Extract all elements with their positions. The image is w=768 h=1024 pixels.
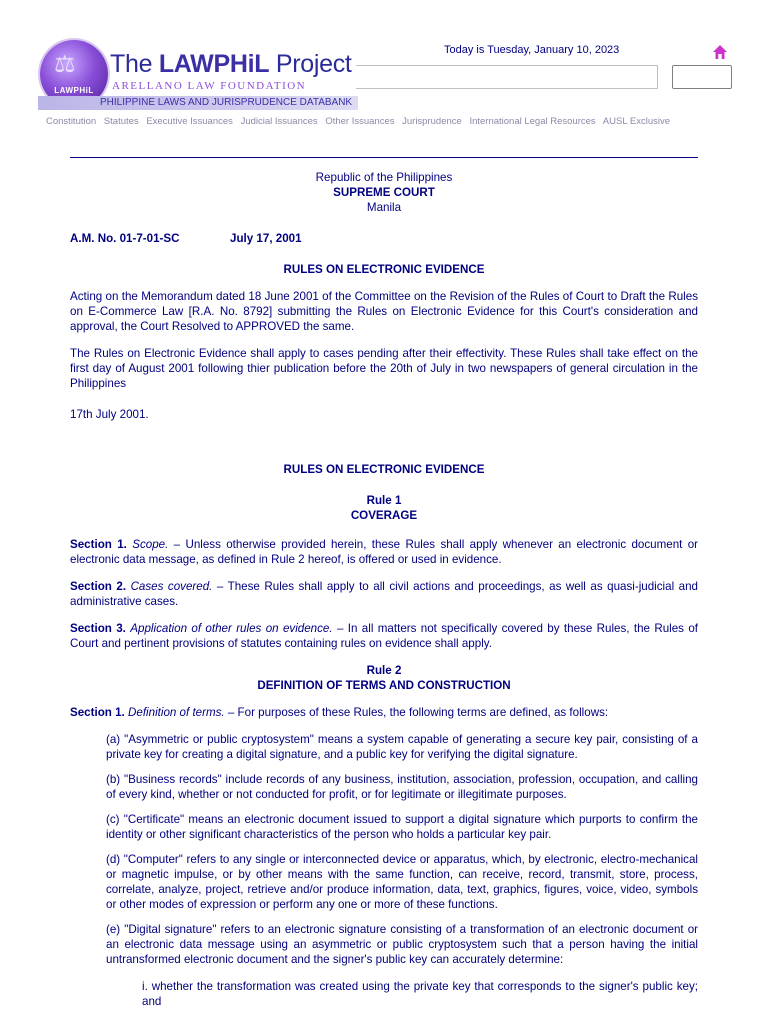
nav-jurisprudence[interactable]: Jurisprudence [402, 116, 462, 127]
definition-c: (c) "Certificate" means an electronic document issued to support a digital signature which purports to confirm the identity or other significant characteristics of the person who holds a particular key pair. [106, 813, 698, 841]
section-heading: Definition of terms. [128, 706, 225, 719]
nav-constitution[interactable]: Constitution [46, 116, 97, 127]
databank-label: PHILIPPINE LAWS AND JURISPRUDENCE DATABANK [100, 97, 353, 108]
rule-2-title: DEFINITION OF TERMS AND CONSTRUCTION [257, 679, 511, 692]
court-city: Manila [366, 201, 402, 214]
effectivity-paragraph: The Rules on Electronic Evidence shall apply to cases pending after their effectivity. These Rules shall take effect on the first day of August 2001 following thier publication before the 20th of July in two newspapers of general circulation in the Philippines [70, 347, 698, 390]
section-text: – For purposes of these Rules, the following terms are defined, as follows: [224, 706, 609, 719]
title-strong: LAWPHiL [158, 50, 270, 78]
rule-1-section-1 [70, 537, 698, 567]
section-heading: Application of other rules on evidence. [130, 622, 333, 635]
am-number: A.M. No. 01-7-01-SC [70, 232, 180, 245]
section-text: – Unless otherwise provided herein, these Rules shall apply whenever an electronic document or electronic data message, as defined in Rule 2 hereof, is offered or used in evidence. [70, 538, 699, 566]
section-label: Section 1. [70, 538, 127, 551]
site-header [0, 0, 768, 140]
definition-b: (b) "Business records" include records of any business, institution, association, profession, occupation, and calling of every kind, whether or not conducted for profit, or for legitimate or illegitimate purposes. [106, 773, 698, 801]
nav-executive-issuances[interactable]: Executive Issuances [146, 116, 233, 127]
rule-2-section-1 [70, 705, 698, 720]
logo-text: LAWPHiL [54, 86, 94, 95]
section-label: Section 1. [70, 706, 125, 719]
main-nav [46, 116, 675, 127]
rule-1-title: COVERAGE [350, 509, 418, 522]
section-heading: Scope. [132, 538, 169, 551]
nav-judicial-issuances[interactable]: Judicial Issuances [240, 116, 318, 127]
nav-statutes[interactable]: Statutes [103, 116, 139, 127]
rule-2-number: Rule 2 [366, 664, 402, 677]
nav-other-issuances[interactable]: Other Issuances [325, 116, 395, 127]
today-date: Today is Tuesday, January 10, 2023 [444, 44, 620, 56]
title-suffix: Project [269, 50, 352, 78]
scales-of-justice-icon: ⚖ [54, 50, 76, 78]
section-label: Section 2. [70, 580, 127, 593]
nav-ausl-exclusive[interactable]: AUSL Exclusive [602, 116, 671, 127]
site-subtitle: ARELLANO LAW FOUNDATION [112, 80, 307, 92]
section-text: – In all matters not specifically covered by these Rules, the Rules of Court and pertinent provisions of statutes containing rules on evidence shall apply. [70, 622, 699, 650]
rules-title: RULES ON ELECTRONIC EVIDENCE [283, 463, 485, 476]
home-icon[interactable] [712, 44, 728, 60]
republic-line: Republic of the Philippines [315, 171, 453, 184]
document-body [70, 170, 698, 1009]
site-title[interactable] [110, 50, 352, 79]
rule-1-number: Rule 1 [366, 494, 402, 507]
section-label: Section 3. [70, 622, 126, 635]
title-prefix: The [110, 50, 159, 78]
header-divider [70, 157, 698, 158]
definition-e-i: i. whether the transformation was created using the private key that corresponds to the signer's public key; and [142, 980, 698, 1008]
search-button[interactable] [672, 65, 732, 89]
definition-e: (e) "Digital signature" refers to an electronic signature consisting of a transformation of an electronic document or an electronic data message using an asymmetric or public cryptosystem such that a person having the initial untransformed electronic document and the signer's public key can accurately determine: [106, 923, 698, 966]
nav-international-legal-resources[interactable]: International Legal Resources [469, 116, 596, 127]
rule-1-section-3 [70, 621, 698, 651]
section-text: – These Rules shall apply to all civil actions and proceedings, as well as quasi-judicial and administrative cases. [70, 580, 698, 608]
search-input[interactable] [356, 65, 658, 89]
document-title: RULES ON ELECTRONIC EVIDENCE [283, 263, 485, 276]
definition-d: (d) "Computer" refers to any single or interconnected device or apparatus, which, by electronic, electro-mechanical or magnetic impulse, or by other means with the same function, can receive, record, transmit, store, process, correlate, analyze, project, retrieve and/or produce information, data, text, graphics, figures, voice, video, symbols or other modes of expression or perform any one or more of these functions. [106, 853, 698, 911]
resolution-paragraph: Acting on the Memorandum dated 18 June 2001 of the Committee on the Revision of the Rules of Court to Draft the Rules on E-Commerce Law [R.A. No. 8792] submitting the Rules on Electronic Evidence for this Court's consideration and approval, the Court Resolved to APPROVED the same. [70, 290, 698, 333]
am-number-line [70, 231, 698, 246]
section-heading: Cases covered. [130, 580, 213, 593]
databank-band [38, 96, 358, 110]
rule-1-section-2 [70, 579, 698, 609]
definition-a: (a) "Asymmetric or public cryptosystem" means a system capable of generating a secure key pair, consisting of a private key for creating a digital signature, and a public key for verifying the digital signature. [106, 733, 698, 761]
am-date: July 17, 2001 [230, 232, 302, 245]
approval-date: 17th July 2001. [70, 408, 149, 421]
court-name: SUPREME COURT [333, 186, 435, 199]
